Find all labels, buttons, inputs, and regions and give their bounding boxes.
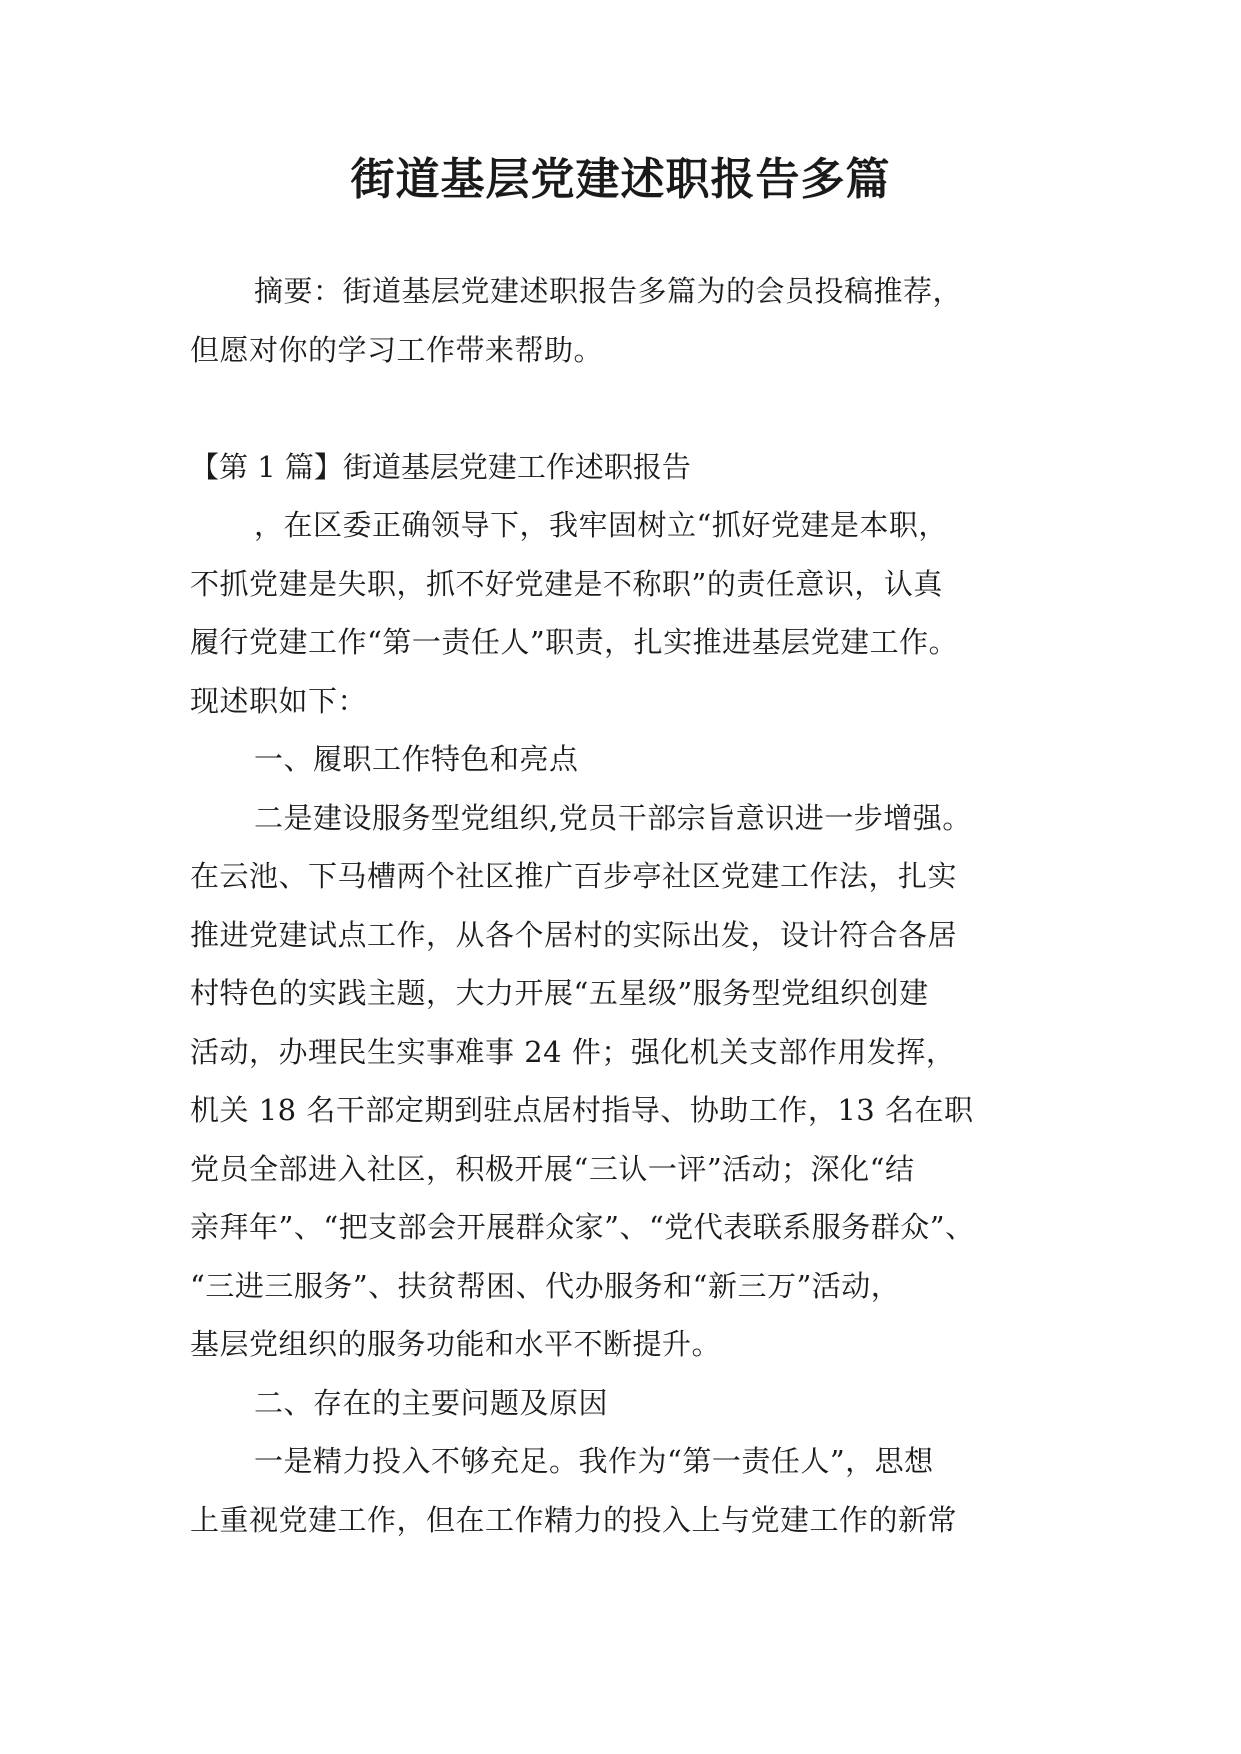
paragraph-1-line: 基层党组织的服务功能和水平不断提升。 <box>190 1327 722 1361</box>
heading-2: 二、存在的主要问题及原因 <box>254 1385 609 1420</box>
abstract-line: 摘要：街道基层党建述职报告多篇为的会员投稿推荐， <box>254 274 963 308</box>
paragraph-1-line: 推进党建试点工作，从各个居村的实际出发，设计符合各居 <box>190 917 958 952</box>
section-heading: 【第 1 篇】街道基层党建工作述职报告 <box>190 449 691 484</box>
abstract-line: 但愿对你的学习工作带来帮助。 <box>190 332 604 367</box>
intro-line: 履行党建工作“第一责任人”职责，扎实推进基层党建工作。 <box>190 625 959 659</box>
heading-1: 一、履职工作特色和亮点 <box>254 742 579 776</box>
paragraph-1-line: “三进三服务”、扶贫帮困、代办服务和“新三万”活动， <box>190 1268 901 1303</box>
paragraph-2-line: 上重视党建工作，但在工作精力的投入上与党建工作的新常 <box>190 1502 958 1537</box>
blank-line <box>190 379 1070 438</box>
document-title: 街道基层党建述职报告多篇 <box>350 154 891 205</box>
paragraph-1-line: 活动，办理民生实事难事 24 件；强化机关支部作用发挥， <box>190 1034 956 1069</box>
paragraph-1-line: 机关 18 名干部定期到驻点居村指导、协助工作，13 名在职 <box>190 1093 974 1127</box>
paragraph-1-line: 党员全部进入社区，积极开展“三认一评”活动；深化“结 <box>190 1151 915 1186</box>
document-body <box>190 262 1070 1549</box>
intro-line: 不抓党建是失职，抓不好党建是不称职”的责任意识，认真 <box>190 566 943 601</box>
paragraph-1-line: 二是建设服务型党组织,党员干部宗旨意识进一步增强。 <box>254 800 972 835</box>
paragraph-1-line: 在云池、下马槽两个社区推广百步亭社区党建工作法，扎实 <box>190 859 958 893</box>
paragraph-2-line: 一是精力投入不够充足。我作为“第一责任人”，思想 <box>254 1444 934 1478</box>
intro-line: ，在区委正确领导下，我牢固树立“抓好党建是本职， <box>254 508 948 542</box>
intro-line: 现述职如下： <box>190 683 368 718</box>
paragraph-1-line: 亲拜年”、“把支部会开展群众家”、“党代表联系服务群众”、 <box>190 1210 975 1244</box>
paragraph-1-line: 村特色的实践主题，大力开展“五星级”服务型党组织创建 <box>190 976 929 1010</box>
